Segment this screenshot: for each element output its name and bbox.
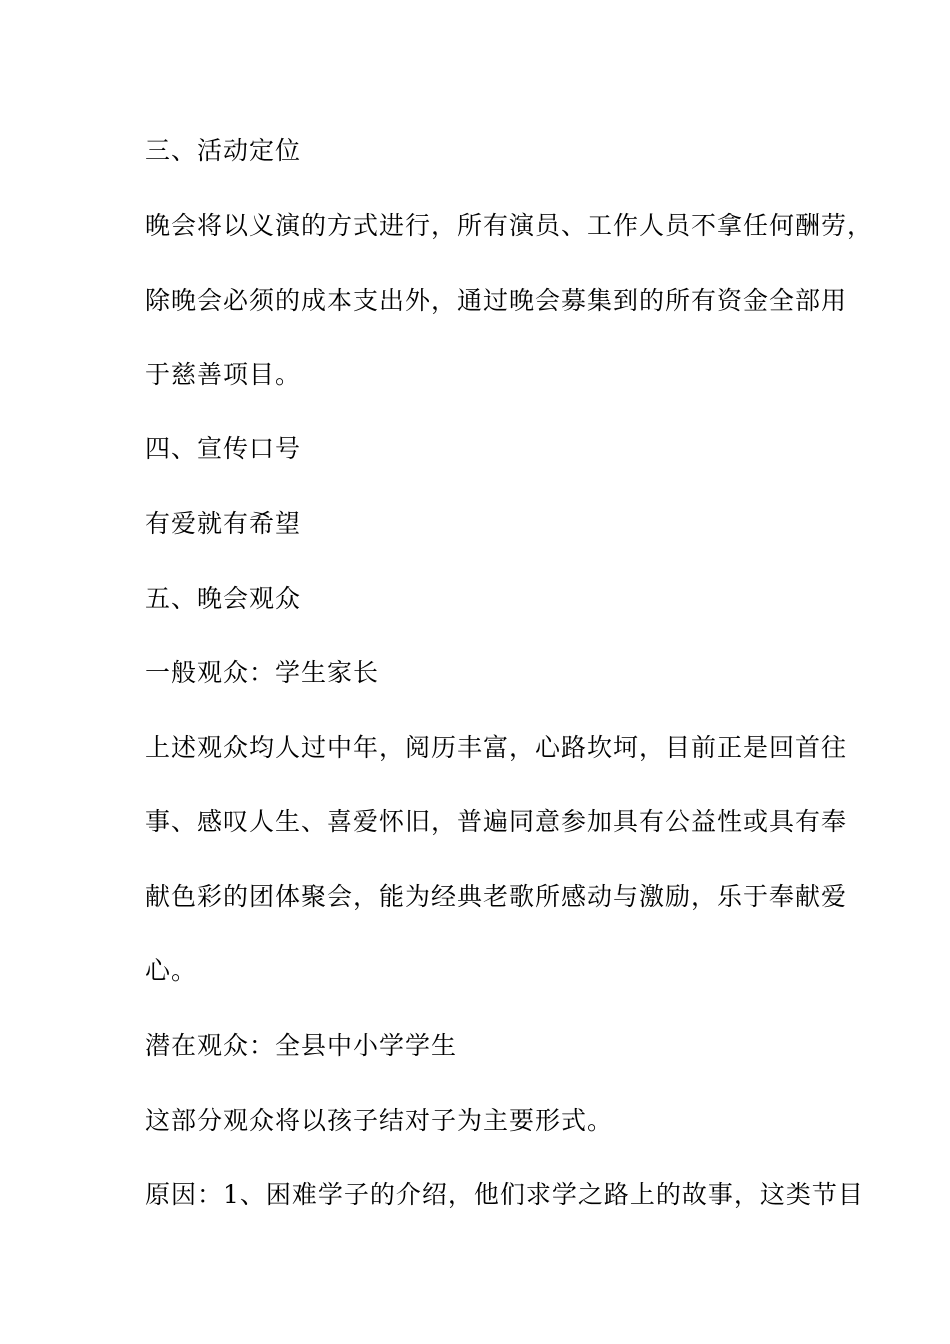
paragraph-line: 除晚会必须的成本支出外，通过晚会募集到的所有资金全部用 <box>145 286 848 315</box>
general-audience-line: 一般观众：学生家长 <box>145 658 380 687</box>
paragraph-line: 上述观众均人过中年，阅历丰富，心路坎坷，目前正是回首往 <box>145 733 848 762</box>
paragraph-line: 于慈善项目。 <box>145 360 302 389</box>
paragraph-line: 献色彩的团体聚会，能为经典老歌所感动与激励，乐于奉献爱 <box>145 882 848 911</box>
paragraph-line: 原因：1、困难学子的介绍，他们求学之路上的故事，这类节目 <box>145 1180 864 1209</box>
heading-audience: 五、晚会观众 <box>145 584 302 613</box>
heading-activity-positioning: 三、活动定位 <box>145 136 302 165</box>
paragraph-line: 这部分观众将以孩子结对子为主要形式。 <box>145 1106 614 1135</box>
paragraph-line: 晚会将以义演的方式进行，所有演员、工作人员不拿任何酬劳， <box>145 211 874 240</box>
paragraph-line: 事、感叹人生、喜爱怀旧，普遍同意参加具有公益性或具有奉 <box>145 807 848 836</box>
paragraph-line: 心。 <box>145 956 198 985</box>
heading-slogan: 四、宣传口号 <box>145 434 302 463</box>
potential-audience-line: 潜在观众：全县中小学学生 <box>145 1031 458 1060</box>
slogan-text: 有爱就有希望 <box>145 509 302 538</box>
